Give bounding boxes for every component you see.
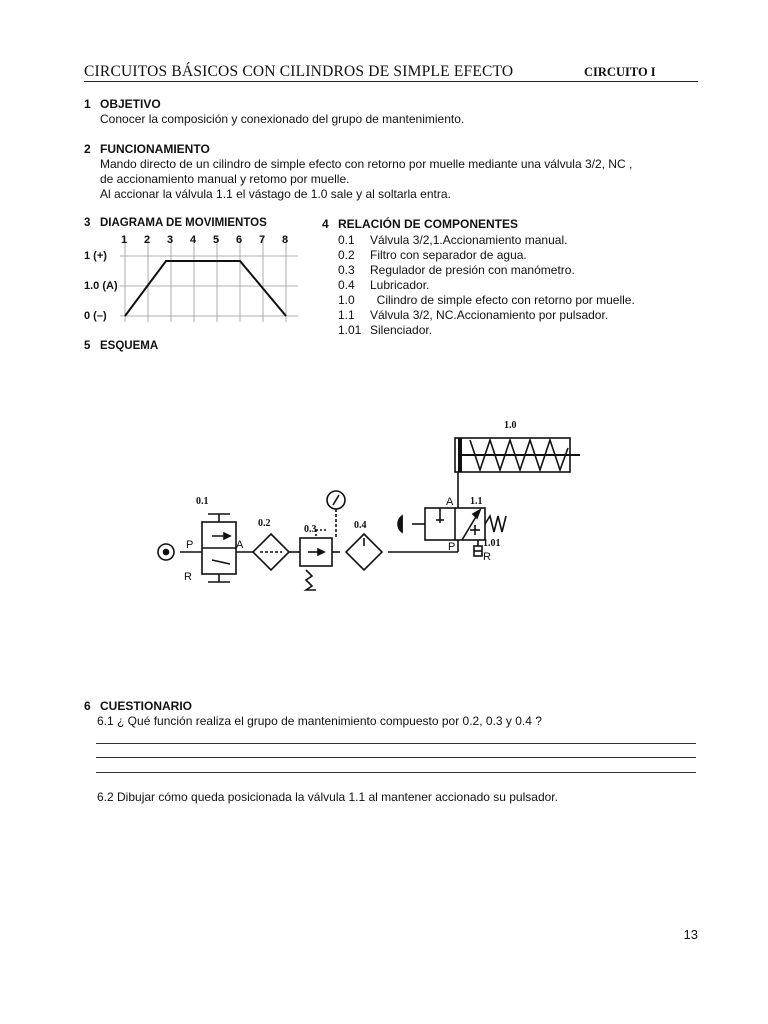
circuit-label: CIRCUITO I: [584, 65, 656, 79]
section-cuestionario-title: [84, 699, 192, 713]
component-desc: Filtro con separador de agua.: [370, 248, 527, 262]
pressure-gauge-icon: [327, 491, 345, 538]
section-objetivo-title: [84, 97, 161, 111]
section-title: RELACIÓN DE COMPONENTES: [338, 217, 519, 231]
diagram-step-label: 4: [190, 234, 197, 246]
diagram-step-label: 8: [282, 234, 289, 246]
section-number: 2: [84, 142, 91, 156]
section-title: FUNCIONAMIENTO: [100, 142, 210, 156]
cylinder-1-0: [455, 438, 580, 472]
label-c03: 0.3: [304, 524, 317, 535]
lubricator-0-4: [346, 534, 382, 570]
pneumatic-schematic: [140, 410, 580, 600]
diagram-step-label: 2: [144, 234, 151, 246]
funcionamiento-line-1: Mando directo de un cilindro de simple efecto con retorno por muelle mediante una válvula 3/2, NC ,: [100, 157, 633, 171]
diagram-step-label: 1: [121, 234, 128, 246]
port-a-left: A: [236, 539, 244, 551]
label-c02: 0.2: [258, 518, 271, 529]
section-title: DIAGRAMA DE MOVIMIENTOS: [100, 217, 267, 229]
section-title: ESQUEMA: [100, 340, 159, 352]
component-desc: Cilindro de simple efecto con retorno por muelle.: [370, 293, 635, 307]
component-desc: Silenciador.: [370, 323, 433, 337]
label-c04: 0.4: [354, 520, 367, 531]
diagram-row-label: 1.0 (A): [84, 280, 118, 292]
section-number: 1: [84, 97, 91, 111]
component-list: [338, 233, 698, 343]
filter-0-2: [253, 534, 289, 570]
answer-line[interactable]: [96, 743, 696, 744]
section-relacion-title: [322, 217, 518, 231]
label-c101: 1.01: [483, 538, 501, 549]
diagram-step-label: 3: [167, 234, 174, 246]
diagram-step-label: 5: [213, 234, 220, 246]
section-esquema-title: [84, 340, 158, 352]
label-c01: 0.1: [196, 496, 209, 507]
port-r-left: R: [184, 571, 192, 583]
component-code: 1.01: [338, 323, 362, 337]
funcionamiento-line-3: Al accionar la válvula 1.1 el vástago de 1.0 sale y al soltarla entra.: [100, 187, 451, 201]
label-c10: 1.0: [504, 420, 517, 431]
page-title: CIRCUITOS BÁSICOS CON CILINDROS DE SIMPLE EFECTO: [84, 63, 514, 80]
answer-line[interactable]: [96, 772, 696, 773]
port-a-right: A: [446, 496, 454, 508]
diagram-step-label: 7: [259, 234, 266, 246]
diagram-trace: [125, 261, 286, 316]
component-code: 0.1: [338, 233, 355, 247]
section-funcionamiento-title: [84, 142, 210, 156]
port-p-right: P: [448, 541, 456, 553]
port-p-left: P: [186, 539, 194, 551]
regulator-0-3: [300, 530, 332, 590]
section-number: 5: [84, 340, 91, 352]
question-6-2: 6.2 Dibujar cómo queda posicionada la válvula 1.1 al mantener accionado su pulsador.: [97, 790, 558, 804]
section-title: CUESTIONARIO: [100, 699, 193, 713]
component-desc: Lubricador.: [370, 278, 430, 292]
diagram-grid: [120, 236, 298, 322]
section-number: 6: [84, 699, 91, 713]
component-code: 1.1: [338, 308, 355, 322]
page-number: 13: [683, 927, 698, 942]
component-desc: Válvula 3/2,1.Accionamiento manual.: [370, 233, 568, 247]
section-number: 3: [84, 217, 91, 229]
header-rule: [84, 81, 698, 82]
component-desc: Regulador de presión con manómetro.: [370, 263, 575, 277]
silencer-1-01: [474, 540, 482, 556]
component-desc: Válvula 3/2, NC.Accionamiento por pulsador.: [370, 308, 609, 322]
question-6-1: 6.1 ¿ Qué función realiza el grupo de mantenimiento compuesto por 0.2, 0.3 y 0.4 ?: [97, 714, 542, 728]
component-code: 0.4: [338, 278, 355, 292]
component-code: 1.0: [338, 293, 355, 307]
objetivo-text: Conocer la composición y conexionado del grupo de mantenimiento.: [100, 112, 465, 126]
section-number: 4: [322, 217, 329, 231]
diagram-row-label: 0 (–): [84, 310, 107, 322]
section-diagrama-title: [84, 217, 267, 229]
funcionamiento-line-2: de accionamiento manual y retomo por muelle.: [100, 172, 350, 186]
movement-diagram: [80, 230, 310, 330]
component-code: 0.2: [338, 248, 355, 262]
label-c11: 1.1: [470, 496, 483, 507]
diagram-step-label: 6: [236, 234, 243, 246]
answer-line[interactable]: [96, 757, 696, 758]
valve-1-1: [398, 508, 506, 540]
section-title: OBJETIVO: [100, 97, 161, 111]
diagram-row-label: 1 (+): [84, 250, 107, 262]
component-code: 0.3: [338, 263, 355, 277]
port-r-right: R: [483, 551, 491, 563]
pressure-source-icon: [158, 544, 174, 560]
